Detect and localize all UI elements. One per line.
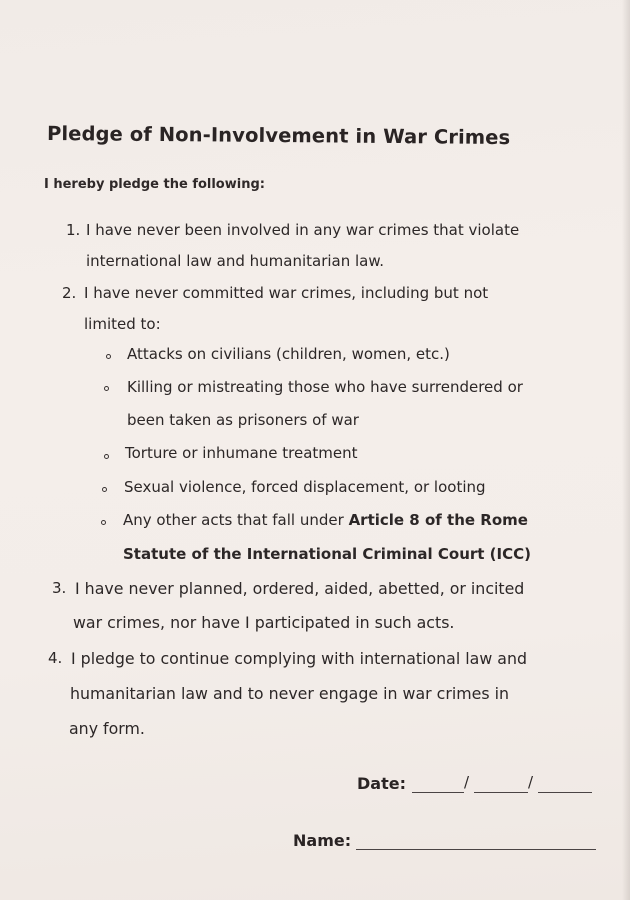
item-3-number: 3. — [52, 579, 67, 597]
name-field[interactable] — [356, 849, 596, 850]
date-label: Date: — [357, 774, 406, 793]
item-3-line-1: I have never planned, ordered, aided, abetted, or incited — [75, 579, 525, 598]
item-4-number: 4. — [48, 649, 63, 667]
date-separator-1: / — [464, 773, 470, 791]
item-4-line-1: I pledge to continue complying with international law and — [71, 649, 527, 668]
item-2-line-2: limited to: — [84, 315, 161, 333]
bullet-5-text: Any other acts that fall under — [123, 511, 344, 529]
bullet-5-icon — [101, 520, 106, 525]
page-edge-shadow — [622, 0, 630, 900]
item-2-line-1: I have never committed war crimes, including but not — [84, 284, 489, 302]
bullet-3-icon — [104, 454, 109, 459]
bullet-4-icon — [102, 487, 107, 492]
item-2-number: 2. — [62, 284, 77, 302]
bullet-4-line-1: Sexual violence, forced displacement, or looting — [124, 478, 486, 496]
item-1-line-1: I have never been involved in any war crimes that violate — [86, 221, 520, 239]
bullet-5-line-1 — [123, 511, 528, 529]
pledge-intro: I hereby pledge the following: — [44, 177, 265, 192]
bullet-2-line-1: Killing or mistreating those who have surrendered or — [127, 378, 523, 396]
bullet-1-icon — [106, 354, 111, 359]
item-1-number: 1. — [66, 221, 81, 239]
item-1-line-2: international law and humanitarian law. — [86, 252, 385, 270]
bullet-3-line-1: Torture or inhumane treatment — [125, 444, 358, 462]
bullet-2-line-2: been taken as prisoners of war — [127, 411, 359, 429]
date-day-field[interactable] — [412, 792, 464, 793]
bullet-1-line-1: Attacks on civilians (children, women, etc.) — [127, 345, 450, 363]
date-month-field[interactable] — [474, 792, 528, 793]
item-4-line-2: humanitarian law and to never engage in war crimes in — [70, 684, 509, 703]
name-label: Name: — [293, 831, 352, 850]
item-3-line-2: war crimes, nor have I participated in such acts. — [73, 613, 455, 632]
bullet-2-icon — [104, 386, 109, 391]
pledge-title: Pledge of Non-Involvement in War Crimes — [46, 122, 511, 150]
date-separator-2: / — [528, 773, 534, 791]
icc-statute-line: Statute of the International Criminal Court (ICC) — [123, 545, 531, 563]
date-year-field[interactable] — [538, 792, 592, 793]
article-8-reference: Article 8 of the Rome — [348, 511, 528, 529]
item-4-line-3: any form. — [69, 719, 145, 738]
